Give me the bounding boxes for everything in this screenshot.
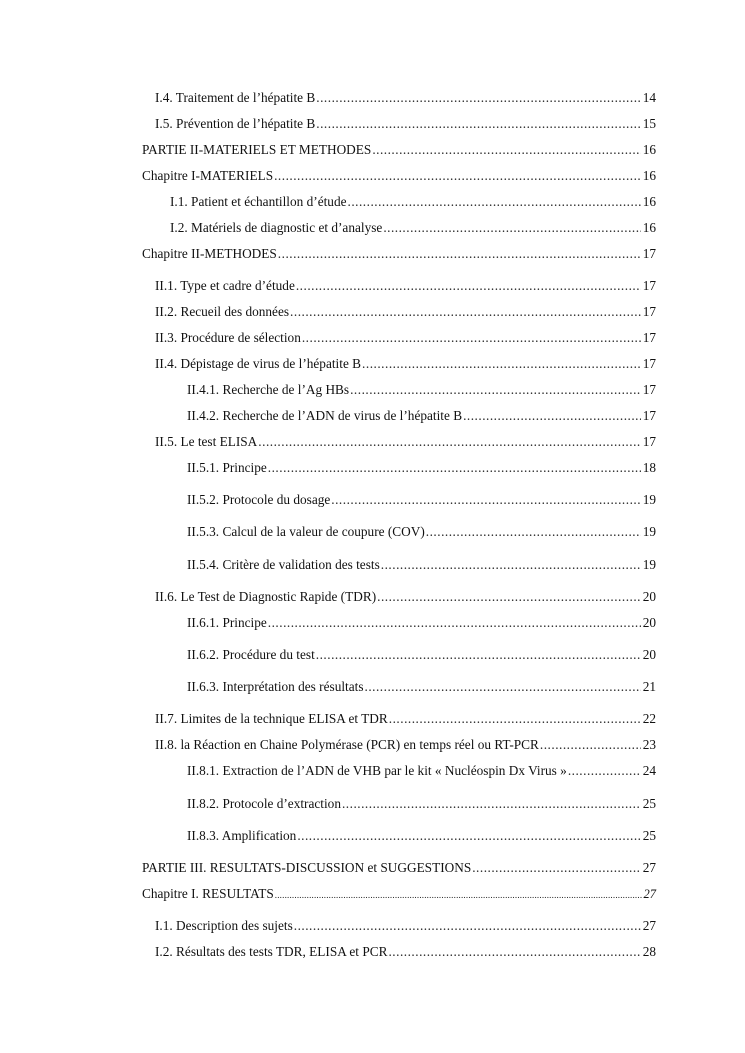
toc-entry[interactable]: [187, 556, 656, 574]
toc-entry[interactable]: [155, 736, 656, 754]
toc-entry-label: Chapitre II-METHODES: [142, 246, 277, 261]
toc-entry-label: II.6.1. Principe: [187, 615, 267, 630]
toc-entry[interactable]: [142, 245, 656, 263]
dot-leader: [290, 303, 641, 321]
toc-entry[interactable]: [187, 407, 656, 425]
toc-entry[interactable]: [187, 795, 656, 813]
toc-entry-page: 14: [642, 90, 656, 105]
toc-entry[interactable]: [187, 381, 656, 399]
dot-leader: [274, 167, 641, 185]
toc-entry-page: 20: [642, 615, 656, 630]
dot-leader: [463, 407, 641, 425]
toc-entry-label: I.1. Description des sujets: [155, 918, 293, 933]
toc-entry-label: II.5.2. Protocole du dosage: [187, 492, 331, 507]
toc-entry-label: II.3. Procédure de sélection: [155, 330, 301, 345]
toc-entry-label: I.5. Prévention de l’hépatite B: [155, 116, 316, 131]
toc-entry-label: I.1. Patient et échantillon d’étude: [170, 194, 347, 209]
toc-entry-page: 15: [642, 116, 656, 131]
toc-entry-label: II.8.2. Protocole d’extraction: [187, 796, 341, 811]
toc-entry[interactable]: [187, 614, 656, 632]
toc-entry-page: 17: [642, 408, 656, 423]
dot-leader: [331, 491, 640, 509]
toc-entry-page: 17: [642, 278, 656, 293]
toc-entry-page: 16: [642, 168, 656, 183]
toc-entry-label: II.4.2. Recherche de l’ADN de virus de l’hépatite B: [187, 408, 463, 423]
toc-entry-page: 17: [642, 382, 656, 397]
toc-entry-label: Chapitre I-MATERIELS: [142, 168, 274, 183]
toc-entry-page: 27: [642, 860, 656, 875]
dot-leader: [350, 381, 641, 399]
toc-entry-label: I.4. Traitement de l’hépatite B: [155, 90, 316, 105]
toc-entry-label: II.1. Type et cadre d’étude: [155, 278, 295, 293]
toc-entry-label: I.2. Matériels de diagnostic et d’analyse: [170, 220, 383, 235]
dot-leader: [342, 795, 641, 813]
toc-entry[interactable]: [187, 762, 656, 780]
toc-entry-page: 16: [642, 220, 656, 235]
toc-entry-page: 18: [642, 460, 656, 475]
toc-entry-page: 19: [642, 492, 656, 507]
dot-leader: [296, 277, 641, 295]
toc-entry-page: 21: [642, 679, 656, 694]
toc-entry[interactable]: [142, 167, 656, 185]
toc-entry-label: PARTIE II-MATERIELS ET METHODES: [142, 142, 372, 157]
dot-leader: [268, 459, 641, 477]
toc-entry-page: 17: [642, 246, 656, 261]
dot-leader: [294, 917, 641, 935]
toc-entry[interactable]: [155, 588, 656, 606]
toc-entry-page: 20: [642, 647, 656, 662]
dot-leader: [316, 89, 640, 107]
dot-leader: [383, 219, 640, 237]
toc-entry-page: 19: [642, 524, 656, 539]
toc-entry[interactable]: [187, 646, 656, 664]
dot-leader: [388, 943, 640, 961]
toc-entry-label: II.6.2. Procédure du test: [187, 647, 315, 662]
toc-entry-page: 25: [642, 796, 656, 811]
toc-entry-label: I.2. Résultats des tests TDR, ELISA et PCR: [155, 944, 388, 959]
toc-entry[interactable]: [155, 329, 656, 347]
toc-entry-page: 27: [643, 887, 656, 901]
toc-entry[interactable]: [155, 433, 656, 451]
dot-leader: [297, 827, 640, 845]
dot-leader: [362, 355, 641, 373]
dot-leader: [258, 433, 640, 451]
dot-leader: [316, 646, 641, 664]
toc-entry-label: II.5.4. Critère de validation des tests: [187, 557, 380, 572]
dot-leader: [372, 141, 640, 159]
dot-leader: [278, 245, 641, 263]
dot-leader: [302, 329, 641, 347]
dot-leader: [389, 710, 641, 728]
toc-entry-page: 17: [642, 434, 656, 449]
toc-entry-page: 22: [642, 711, 656, 726]
dot-leader: [381, 556, 641, 574]
toc-entry-label: II.4.1. Recherche de l’Ag HBs: [187, 382, 350, 397]
toc-entry-label: II.8.3. Amplification: [187, 828, 297, 843]
dot-leader: [377, 588, 641, 606]
toc-entry[interactable]: [187, 491, 656, 509]
toc-entry[interactable]: [170, 193, 656, 211]
toc-entry[interactable]: [142, 141, 656, 159]
toc-entry-page: 19: [642, 557, 656, 572]
toc-entry[interactable]: [155, 355, 656, 373]
toc-entry[interactable]: [155, 89, 656, 107]
toc-entry-label: II.8.1. Extraction de l’ADN de VHB par le kit « Nucléospin Dx Virus »: [187, 763, 567, 778]
toc-entry[interactable]: [142, 885, 656, 904]
toc-entry-page: 20: [642, 589, 656, 604]
toc-entry-page: 17: [642, 304, 656, 319]
toc-entry-page: 16: [642, 142, 656, 157]
toc-entry-label: II.6.3. Interprétation des résultats: [187, 679, 364, 694]
toc-entry[interactable]: [187, 827, 656, 845]
toc-entry[interactable]: [187, 523, 656, 541]
toc-entry-page: 24: [642, 763, 656, 778]
toc-entry[interactable]: [142, 859, 656, 877]
toc-entry-label: II.5.1. Principe: [187, 460, 267, 475]
toc-entry[interactable]: [155, 917, 656, 935]
toc-entry-label: II.7. Limites de la technique ELISA et TDR: [155, 711, 388, 726]
dot-leader: [268, 614, 641, 632]
toc-entry-page: 27: [642, 918, 656, 933]
dot-leader: [365, 678, 641, 696]
toc-entry[interactable]: [155, 303, 656, 321]
toc-entry[interactable]: [170, 219, 656, 237]
toc-entry-label: II.6. Le Test de Diagnostic Rapide (TDR): [155, 589, 377, 604]
dot-leader: [540, 736, 641, 754]
toc-entry-label: II.5. Le test ELISA: [155, 434, 258, 449]
toc-entry-page: 17: [642, 356, 656, 371]
toc-entry-page: 16: [642, 194, 656, 209]
toc-entry-page: 23: [642, 737, 656, 752]
toc-entry[interactable]: [187, 459, 656, 477]
toc-entry[interactable]: [155, 943, 656, 961]
dot-leader: [275, 886, 642, 904]
dot-leader: [348, 193, 641, 211]
toc-entry-label: II.5.3. Calcul de la valeur de coupure (COV): [187, 524, 425, 539]
toc-entry[interactable]: [155, 277, 656, 295]
toc-entry[interactable]: [155, 115, 656, 133]
dot-leader: [426, 523, 641, 541]
toc-entry-page: 25: [642, 828, 656, 843]
toc-entry-label: PARTIE III. RESULTATS-DISCUSSION et SUGGESTIONS: [142, 860, 472, 875]
toc-entry-page: 17: [642, 330, 656, 345]
toc-entry-label: II.2. Recueil des données: [155, 304, 290, 319]
toc-entry-label: II.4. Dépistage de virus de l’hépatite B: [155, 356, 362, 371]
dot-leader: [568, 762, 641, 780]
toc-entry-page: 28: [642, 944, 656, 959]
toc-entry[interactable]: [187, 678, 656, 696]
dot-leader: [472, 859, 640, 877]
toc-entry[interactable]: [155, 710, 656, 728]
toc-entry-label: Chapitre I. RESULTATS: [142, 886, 274, 901]
toc-entry-label: II.8. la Réaction en Chaine Polymérase (PCR) en temps réel ou RT-PCR: [155, 737, 539, 752]
dot-leader: [316, 115, 640, 133]
